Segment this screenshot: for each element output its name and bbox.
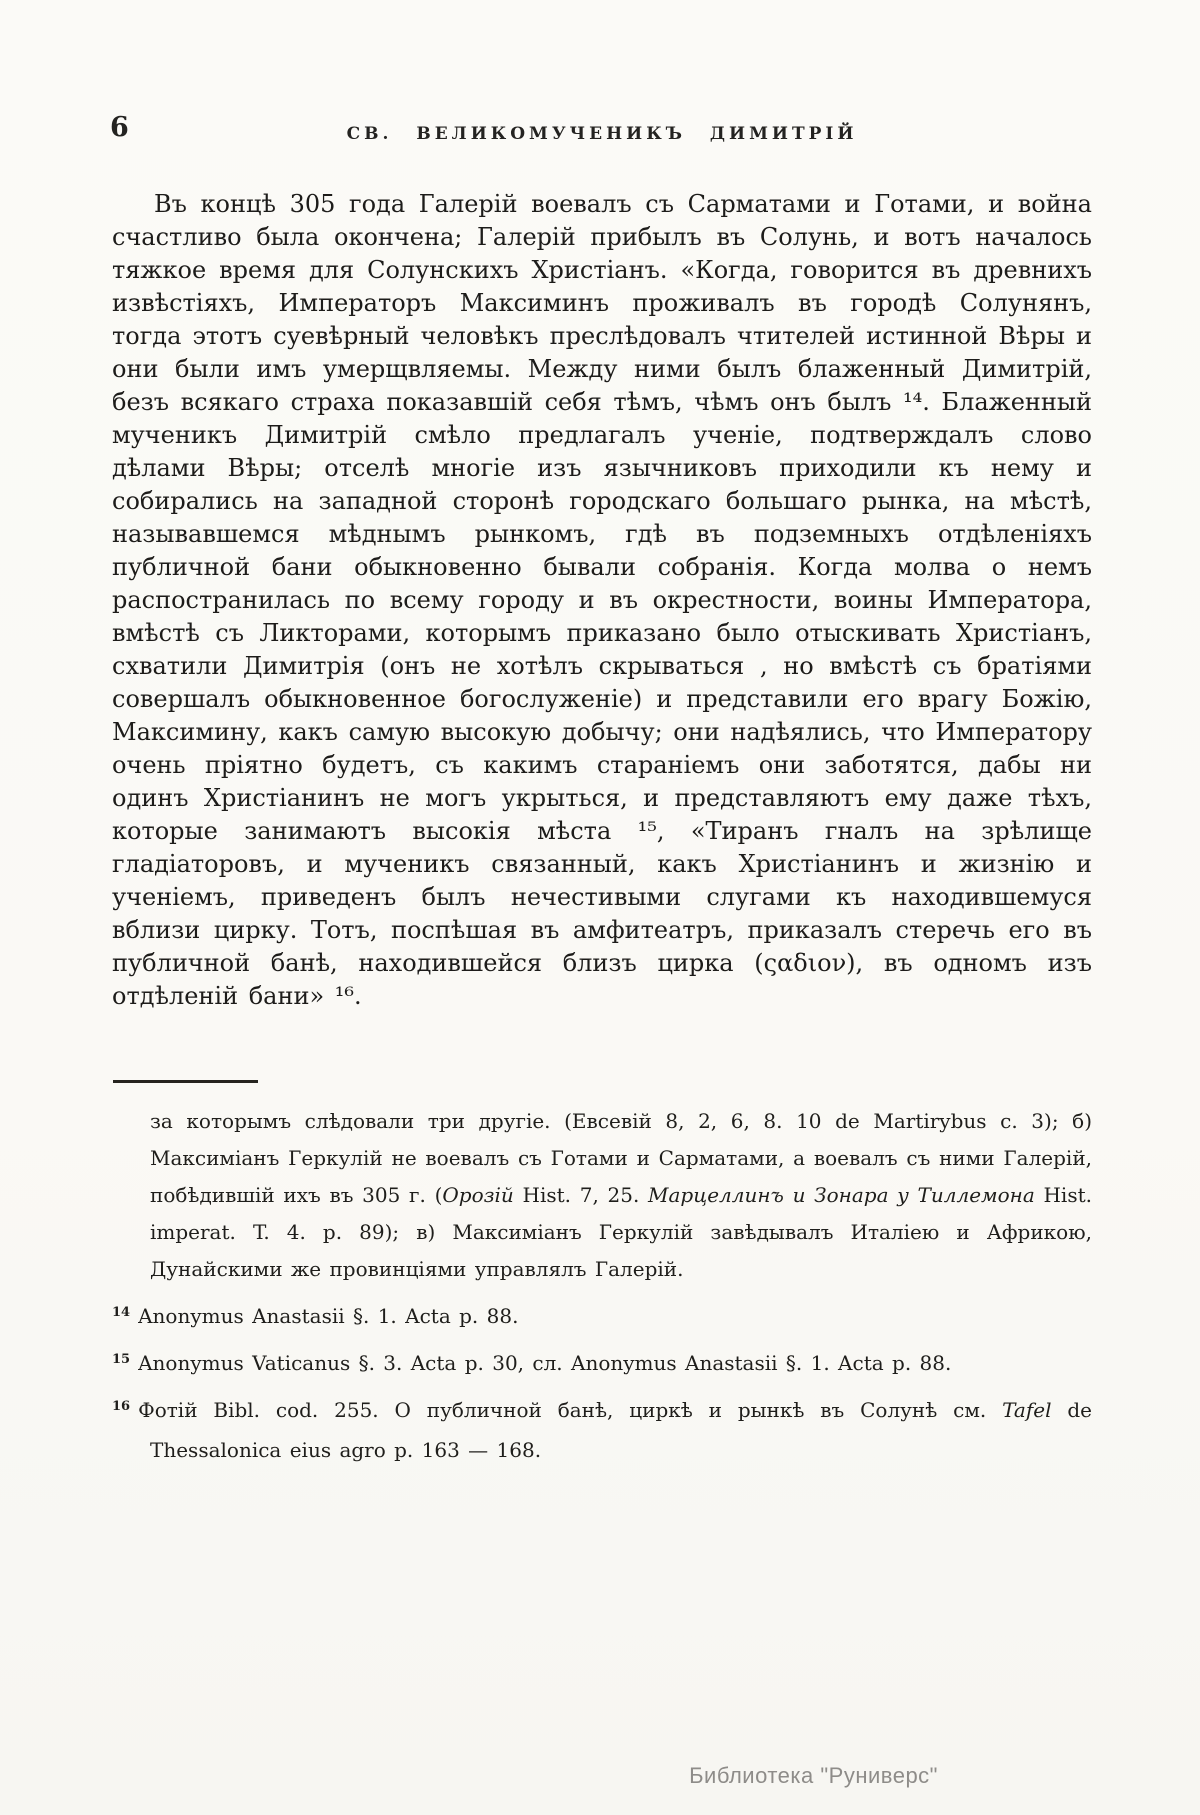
running-header: СВ. ВЕЛИКОМУЧЕНИКЪ ДИМИТРІЙ — [346, 124, 858, 144]
library-watermark: Библиотека "Руниверс" — [689, 1763, 938, 1788]
footnote-16-marker: 16 — [112, 1399, 131, 1414]
footnote-15-marker: 15 — [112, 1352, 131, 1367]
footnote-16 — [112, 1392, 1092, 1469]
main-paragraph: Въ концѣ 305 года Галерій воевалъ съ Сарматами и Готами, и война счастливо была окончена; Галерій прибылъ въ Солунь, и вотъ началось тяжкое время для Солунскихъ Христіанъ. «Когда, говорится въ древнихъ извѣстіяхъ, Императоръ Максиминъ проживалъ въ городѣ Солунянъ, тогда этотъ суевѣрный человѣкъ преслѣдовалъ чтителей истинной Вѣры и они были имъ умерщвляемы. Между ними былъ блаженный Димитрій, безъ всякаго страха показавшій себя тѣмъ, чѣмъ онъ былъ ¹⁴. Блаженный мученикъ Димитрій смѣло предлагалъ ученіе, подтверждалъ слово дѣлами Вѣры; отселѣ многіе изъ язычниковъ приходили къ нему и собирались на западной сторонѣ городскаго большаго рынка, на мѣстѣ, называвшемся мѣднымъ рынкомъ, гдѣ въ подземныхъ отдѣленіяхъ публичной бани обыкновенно бывали собранія. Когда молва о немъ распостранилась по всему городу и въ окрестности, воины Императора, вмѣстѣ съ Ликторами, которымъ приказано было отыскивать Христіанъ, схватили Димитрія (онъ не хотѣлъ скрываться , но вмѣстѣ съ братіями совершалъ обыкновенное богослуженіе) и представили его врагу Божію, Максимину, какъ самую высокую добычу; они надѣялись, что Императору очень пріятно будетъ, съ какимъ стараніемъ они заботятся, дабы ни одинъ Христіанинъ не могъ укрыться, и представляютъ ему даже тѣхъ, которые занимаютъ высокія мѣста ¹⁵, «Тиранъ гналъ на зрѣлище гладіаторовъ, и мученикъ связанный, какъ Христіанинъ и жизнію и ученіемъ, приведенъ былъ нечестивыми слугами къ находившемуся вблизи цирку. Тотъ, поспѣшая въ амфитеатръ, приказалъ стеречь его въ публичной банѣ, находившейся близъ цирка (ςαδιον), въ одномъ изъ отдѣленій бани» ¹⁶. — [112, 190, 1092, 1010]
footnote-14 — [112, 1298, 1092, 1338]
footnote-15 — [112, 1345, 1092, 1385]
footnote-14-text: Anonymus Anastasii §. 1. Acta p. 88. — [138, 1304, 519, 1328]
footnotes-section — [112, 1103, 1092, 1476]
footnote-continuation: за которымъ слѣдовали три другіе. (Евсевій 8, 2, 6, 8. 10 de Martirybus c. 3); б) Максиміанъ Геркулій не воевалъ съ Готами и Сарматами, а воевалъ съ ними Галерій, побѣдившій ихъ въ 305 г. (Орозій Hist. 7, 25. Марцеллинъ и Зонара у Тиллемона Hist. imperat. T. 4. p. 89); в) Максиміанъ Геркулій завѣдывалъ Италіею и Африкою, Дунайскими же провинціями управлялъ Галерій. — [150, 1109, 1092, 1281]
footnote-separator — [113, 1080, 258, 1083]
body-text — [112, 188, 1092, 1013]
footnote-15-text: Anonymus Vaticanus §. 3. Acta p. 30, сл. Anonymus Anastasii §. 1. Acta p. 88. — [138, 1351, 952, 1375]
footnote-14-marker: 14 — [112, 1305, 131, 1320]
page-number: 6 — [110, 112, 129, 143]
footnote-16-text: Фотій Bibl. cod. 255. О публичной банѣ, циркѣ и рынкѣ въ Солунѣ см. Tafel de Thessalonica eius agro p. 163 — 168. — [138, 1398, 1092, 1462]
